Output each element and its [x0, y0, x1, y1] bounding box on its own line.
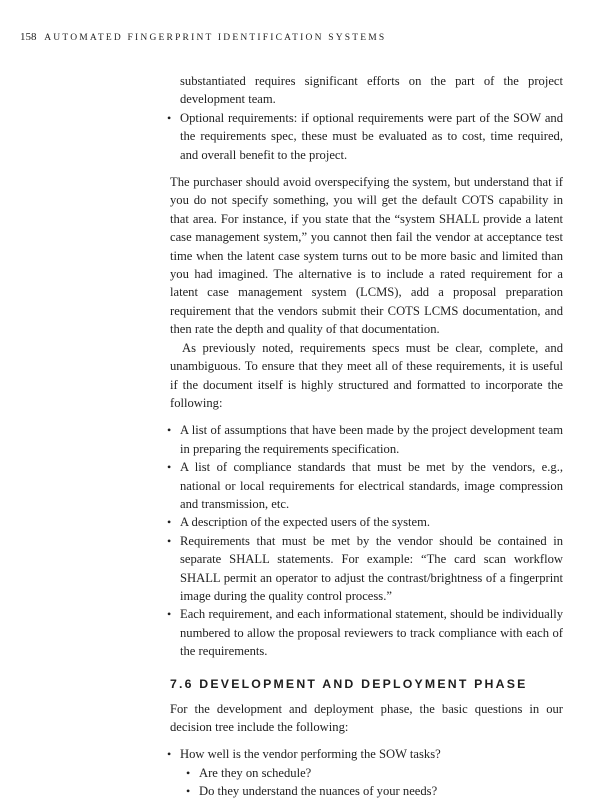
- list-item: • Requirements that must be met by the vendor should be contained in separate SHALL statements. For example: “The card scan workflow SHALL permit an operator to adjust the contrast/brightness of a fingerprint image during the quality control process.”: [170, 532, 563, 606]
- top-bullet-list: [170, 109, 563, 164]
- page-body: [170, 72, 563, 801]
- list-item: • A list of compliance standards that must be met by the vendors, e.g., national or local requirements for electrical standards, image compression and transmission, etc.: [170, 458, 563, 513]
- page-number: 158: [20, 31, 37, 43]
- body-paragraph: The purchaser should avoid overspecifying the system, but understand that if you do not specify something, you will get the default COTS capability in that area. For instance, if you state that the “system SHALL provide a latent case management system,” you cannot then fail the vendor at acceptance test time when the latent case system turns out to be more basic and limited than you had imagined. The alternative is to include a rated requirement for a latent case management system (LCMS), add a proposal preparation requirement that the vendors submit their COTS LCMS documentation, and then rate the depth and quality of that documentation.: [170, 175, 563, 337]
- section-heading: 7.6 DEVELOPMENT AND DEPLOYMENT PHASE: [170, 676, 528, 691]
- continued-bullet-text: substantiated requires significant efforts on the part of the project development team.: [180, 74, 563, 107]
- body-paragraph: As previously noted, requirements specs must be clear, complete, and unambiguous. To ensure that they meet all of these requirements, it is useful if the document itself is highly structured and formatted to incorporate the following:: [170, 340, 563, 410]
- running-title: AUTOMATED FINGERPRINT IDENTIFICATION SYSTEMS: [44, 33, 387, 43]
- question-text: How well is the vendor performing the SOW tasks?: [180, 747, 441, 762]
- sub-question-list: [180, 764, 563, 801]
- question-list: [170, 745, 563, 800]
- list-item: [170, 745, 563, 800]
- list-item: • Are they on schedule?: [189, 764, 563, 782]
- running-header: [20, 31, 386, 43]
- list-item: • Optional requirements: if optional requirements were part of the SOW and the requirements spec, these must be evaluated as to cost, time required, and overall benefit to the project.: [170, 109, 563, 164]
- requirements-format-list: [170, 421, 563, 660]
- list-item: • Do they understand the nuances of your needs?: [189, 782, 563, 800]
- section-intro: For the development and deployment phase, the basic questions in our decision tree include the following:: [170, 701, 563, 734]
- list-item: • A list of assumptions that have been made by the project development team in preparing the requirements specification.: [170, 421, 563, 458]
- list-item: • Each requirement, and each informational statement, should be individually numbered to allow the proposal reviewers to track compliance with each of the requirements.: [170, 605, 563, 660]
- list-item: • A description of the expected users of the system.: [170, 513, 563, 531]
